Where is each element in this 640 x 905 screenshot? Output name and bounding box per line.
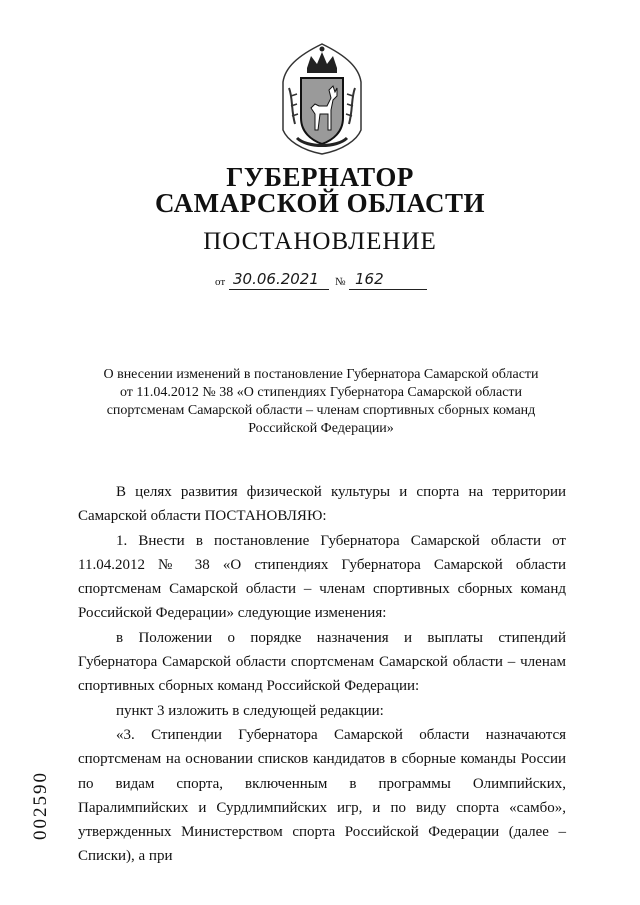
body-paragraph: 1. Внести в постановление Губернатора Самарской области от 11.04.2012 № 38 «О стипендиях Губернатора Самарской области спортсменам Самарской области – членам спортивных сборных команд Российской Федерации» следующие изменения: <box>78 532 566 622</box>
document-subject <box>80 366 562 438</box>
governor-title: ГУБЕРНАТОР <box>226 162 414 192</box>
body-paragraph: В целях развития физической культуры и спорта на территории Самарской области ПОСТАНОВЛЯЮ: <box>78 484 566 525</box>
subject-line: от 11.04.2012 № 38 «О стипендиях Губернатора Самарской области <box>119 385 523 400</box>
subject-line: О внесении изменений в постановление Губернатора Самарской области <box>103 367 539 382</box>
number-prefix: № <box>335 276 346 288</box>
date-number-line <box>215 270 455 292</box>
samara-coat-of-arms-icon <box>277 38 367 156</box>
body-paragraph: в Положении о порядке назначения и выплаты стипендий Губернатора Самарской области спортсменам Самарской области – членам спортивных сборных команд Российской Федерации: <box>78 629 566 695</box>
region-title: САМАРСКОЙ ОБЛАСТИ <box>154 188 486 218</box>
subject-line: Российской Федерации» <box>248 421 394 436</box>
registration-number: 002590 <box>30 771 51 840</box>
body-paragraph: «3. Стипендии Губернатора Самарской области назначаются спортсменам на основании списков кандидатов в сборные команды России по видам спорта, включенным в программы Олимпийских, Паралимпийских и Сурдлимпийских игр, и по виду спорта «самбо», утвержденных Министерством спорта Российской Федерации (далее – Списки), а при <box>78 726 566 865</box>
document-type: ПОСТАНОВЛЕНИЕ <box>203 228 437 255</box>
number-value: 162 <box>355 270 384 288</box>
body-paragraph: пункт 3 изложить в следующей редакции: <box>116 702 384 719</box>
subject-line: спортсменам Самарской области – членам спортивных сборных команд <box>106 403 536 418</box>
date-prefix: от <box>215 276 226 288</box>
document-body <box>78 480 566 869</box>
date-value: 30.06.2021 <box>233 270 319 288</box>
